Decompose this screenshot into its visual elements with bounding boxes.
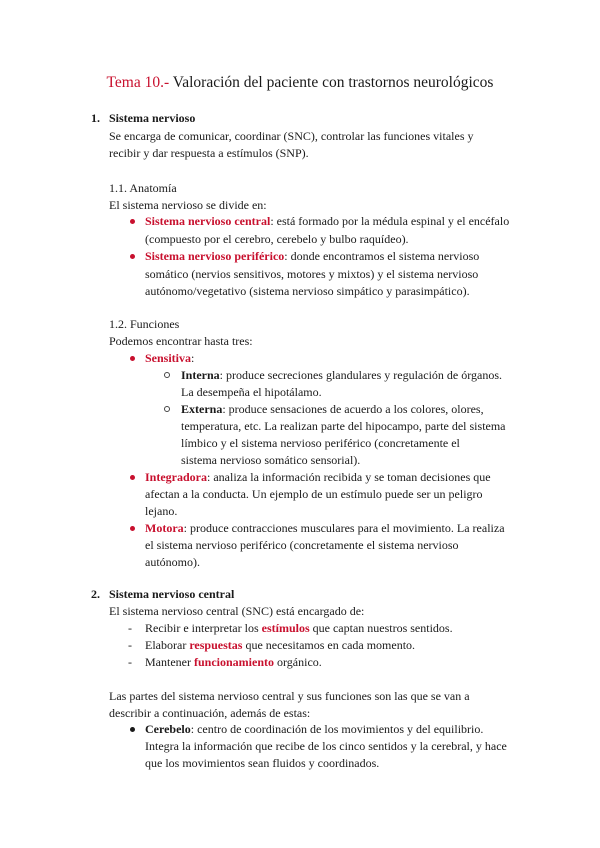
duty-2: Elaborar respuestas que necesitamos en cada momento. (145, 638, 416, 652)
cerebelo-term: Cerebelo (145, 722, 191, 736)
motora-line-3: autónomo). (145, 555, 200, 569)
bullet-dot (130, 254, 135, 259)
parts-line-2: describir a continuación, además de estas: (109, 706, 311, 720)
cerebelo-line-1 (145, 721, 483, 739)
bullet-dot (130, 526, 135, 531)
externa-line-3: límbico y el sistema nervioso periférico (concretamente el (181, 436, 460, 450)
motora-desc: : produce contracciones musculares para el movimiento. La realiza (183, 521, 505, 535)
cerebelo-desc: : centro de coordinación de los movimientos y del equilibrio. (190, 722, 484, 736)
bullet-dot (130, 356, 135, 361)
interna-line-1 (181, 367, 502, 385)
snp-desc: : donde encontramos el sistema nervioso (284, 249, 480, 263)
anatomia-heading: 1.1. Anatomía (109, 181, 177, 195)
integradora-term: Integradora (145, 470, 207, 484)
bullet-dot (130, 475, 135, 480)
externa-line-1 (181, 401, 484, 419)
duty-1-key: estímulos (261, 621, 310, 635)
snc-line-1 (145, 213, 509, 231)
snc-line-2: (compuesto por el cerebro, cerebelo y bulbo raquídeo). (145, 232, 409, 246)
externa-line-2: temperatura, etc. La realizan parte del hipocampo, parte del sistema (181, 419, 506, 433)
integradora-line-1 (145, 469, 491, 487)
externa-line-4: sistema nervioso somático sensorial). (181, 453, 361, 467)
cerebelo-line-2: Integra la información que recibe de los cinco sentidos y la cerebral, y hace (145, 739, 507, 753)
s1-intro-line-1: Se encarga de comunicar, coordinar (SNC), controlar las funciones vitales y (109, 129, 474, 143)
dash-marker: - (128, 655, 132, 669)
page-title (0, 74, 600, 92)
sensitiva-colon: : (191, 351, 195, 365)
interna-term: Interna (181, 368, 220, 382)
section-1-heading: Sistema nervioso (109, 111, 196, 125)
duty-1: Recibir e interpretar los estímulos que captan nuestros sentidos. (145, 621, 453, 635)
section-2-heading: Sistema nervioso central (109, 587, 235, 601)
externa-term: Externa (181, 402, 223, 416)
dash-marker: - (128, 621, 132, 635)
externa-desc: : produce sensaciones de acuerdo a los colores, olores, (222, 402, 484, 416)
snp-line-3: autónomo/vegetativo (sistema nervioso simpático y parasimpático). (145, 284, 470, 298)
dash-marker: - (128, 638, 132, 652)
snp-line-1 (145, 248, 479, 266)
s1-intro-line-2: recibir y dar respuesta a estímulos (SNP). (109, 146, 309, 160)
bullet-dot (130, 219, 135, 224)
funciones-heading: 1.2. Funciones (109, 317, 180, 331)
sensitiva-term: Sensitiva (145, 351, 192, 365)
integradora-line-3: lejano. (145, 504, 178, 518)
snc-term: Sistema nervioso central (145, 214, 271, 228)
cerebelo-line-3: que los movimientos sean fluidos y coordinados. (145, 756, 380, 770)
duty-3-key: funcionamiento (193, 655, 274, 669)
interna-desc: : produce secreciones glandulares y regulación de órganos. (219, 368, 503, 382)
bullet-dot (130, 727, 135, 732)
integradora-line-2: afectan a la conducta. Un ejemplo de un estímulo puede ser un peligro (145, 487, 483, 501)
motora-term: Motora (145, 521, 184, 535)
sub-bullet-circle (164, 372, 170, 378)
motora-line-1 (145, 520, 505, 538)
sub-bullet-circle (164, 406, 170, 412)
anatomia-intro: El sistema nervioso se divide en: (109, 198, 267, 212)
duty-3: Mantener funcionamiento orgánico. (145, 655, 322, 669)
interna-line-2: La desempeña el hipotálamo. (181, 385, 322, 399)
sensitiva-line (145, 350, 194, 368)
integradora-desc: : analiza la información recibida y se toman decisiones que (207, 470, 491, 484)
title-text: Valoración del paciente con trastornos neurológicos (169, 74, 494, 91)
funciones-intro: Podemos encontrar hasta tres: (109, 334, 253, 348)
parts-line-1: Las partes del sistema nervioso central y sus funciones son las que se van a (109, 689, 470, 703)
section-1-number: 1. (91, 111, 100, 125)
snc-desc: : está formado por la médula espinal y el encéfalo (270, 214, 510, 228)
snp-line-2: somático (nervios sensitivos, motores y mixtos) y el sistema nervioso (145, 267, 479, 281)
duty-2-key: respuestas (189, 638, 243, 652)
section-2-number: 2. (91, 587, 100, 601)
s2-intro: El sistema nervioso central (SNC) está encargado de: (109, 604, 365, 618)
snp-term: Sistema nervioso periférico (145, 249, 285, 263)
motora-line-2: el sistema nervioso periférico (concretamente el sistema nervioso (145, 538, 459, 552)
title-prefix: Tema 10.- (106, 74, 170, 91)
